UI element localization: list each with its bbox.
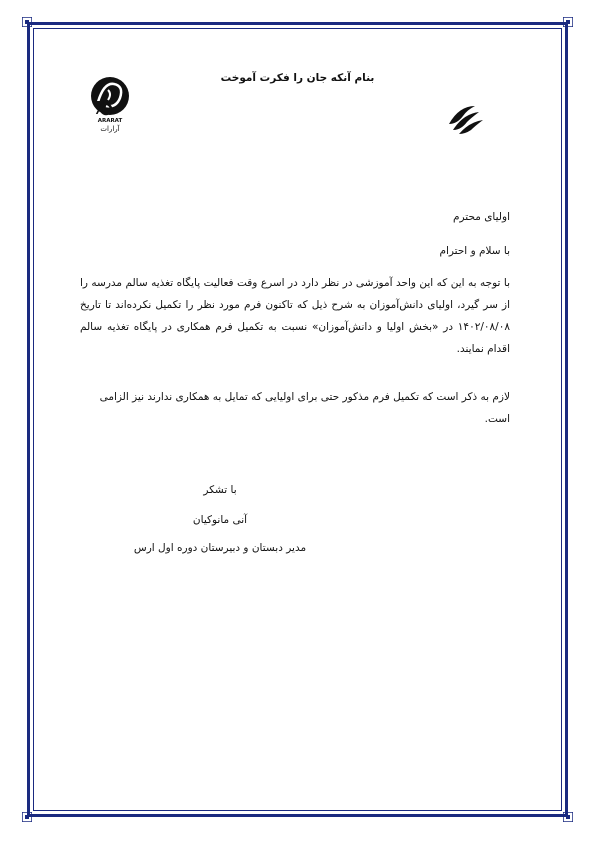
signature-name: آنی مانوکیان: [192, 514, 248, 526]
letter-salutation: با سلام و احترام: [439, 245, 510, 257]
corner-ornament-icon: [22, 17, 32, 27]
svg-text:ARARAT: ARARAT: [97, 118, 123, 124]
corner-ornament-icon: [563, 17, 573, 27]
signature-title: مدیر دبستان و دبیرستان دوره اول ارس: [133, 542, 307, 554]
svg-text:آرارات: آرارات: [100, 125, 120, 133]
school-anniversary-logo: [84, 72, 136, 136]
corner-ornament-icon: [22, 812, 32, 822]
corner-ornament-icon: [563, 812, 573, 822]
bismillah-header: بنام آنکه جان را فکرت آموخت: [220, 72, 375, 84]
letter-paragraph-main: با توجه به این که این واحد آموزشی در نظر دارد در اسرع وقت فعالیت پایگاه تغذیه سالم مدرسه را از سر گیرد، اولیای دانش‌آموزان به شرح ذیل که تاکنون فرم مورد نظر را تکمیل نکرده‌اند تا تاریخ ۱۴۰۲/۰۸/۰۸ در «بخش اولیا و دانش‌آموزان» نسبت به تکمیل فرم همکاری در پایگاه تغذیه سالم اقدام نمایند.: [80, 277, 510, 355]
svg-text:7: 7: [92, 98, 105, 119]
letter-paragraph-note: لازم به ذکر است که تکمیل فرم مذکور حتی برای اولیایی که تمایل به همکاری ندارند نیز الزامی است.: [99, 391, 510, 425]
signature-thanks: با تشکر: [203, 484, 237, 496]
letter-greeting: اولیای محترم: [453, 211, 510, 223]
ministry-emblem-logo: [445, 100, 485, 136]
